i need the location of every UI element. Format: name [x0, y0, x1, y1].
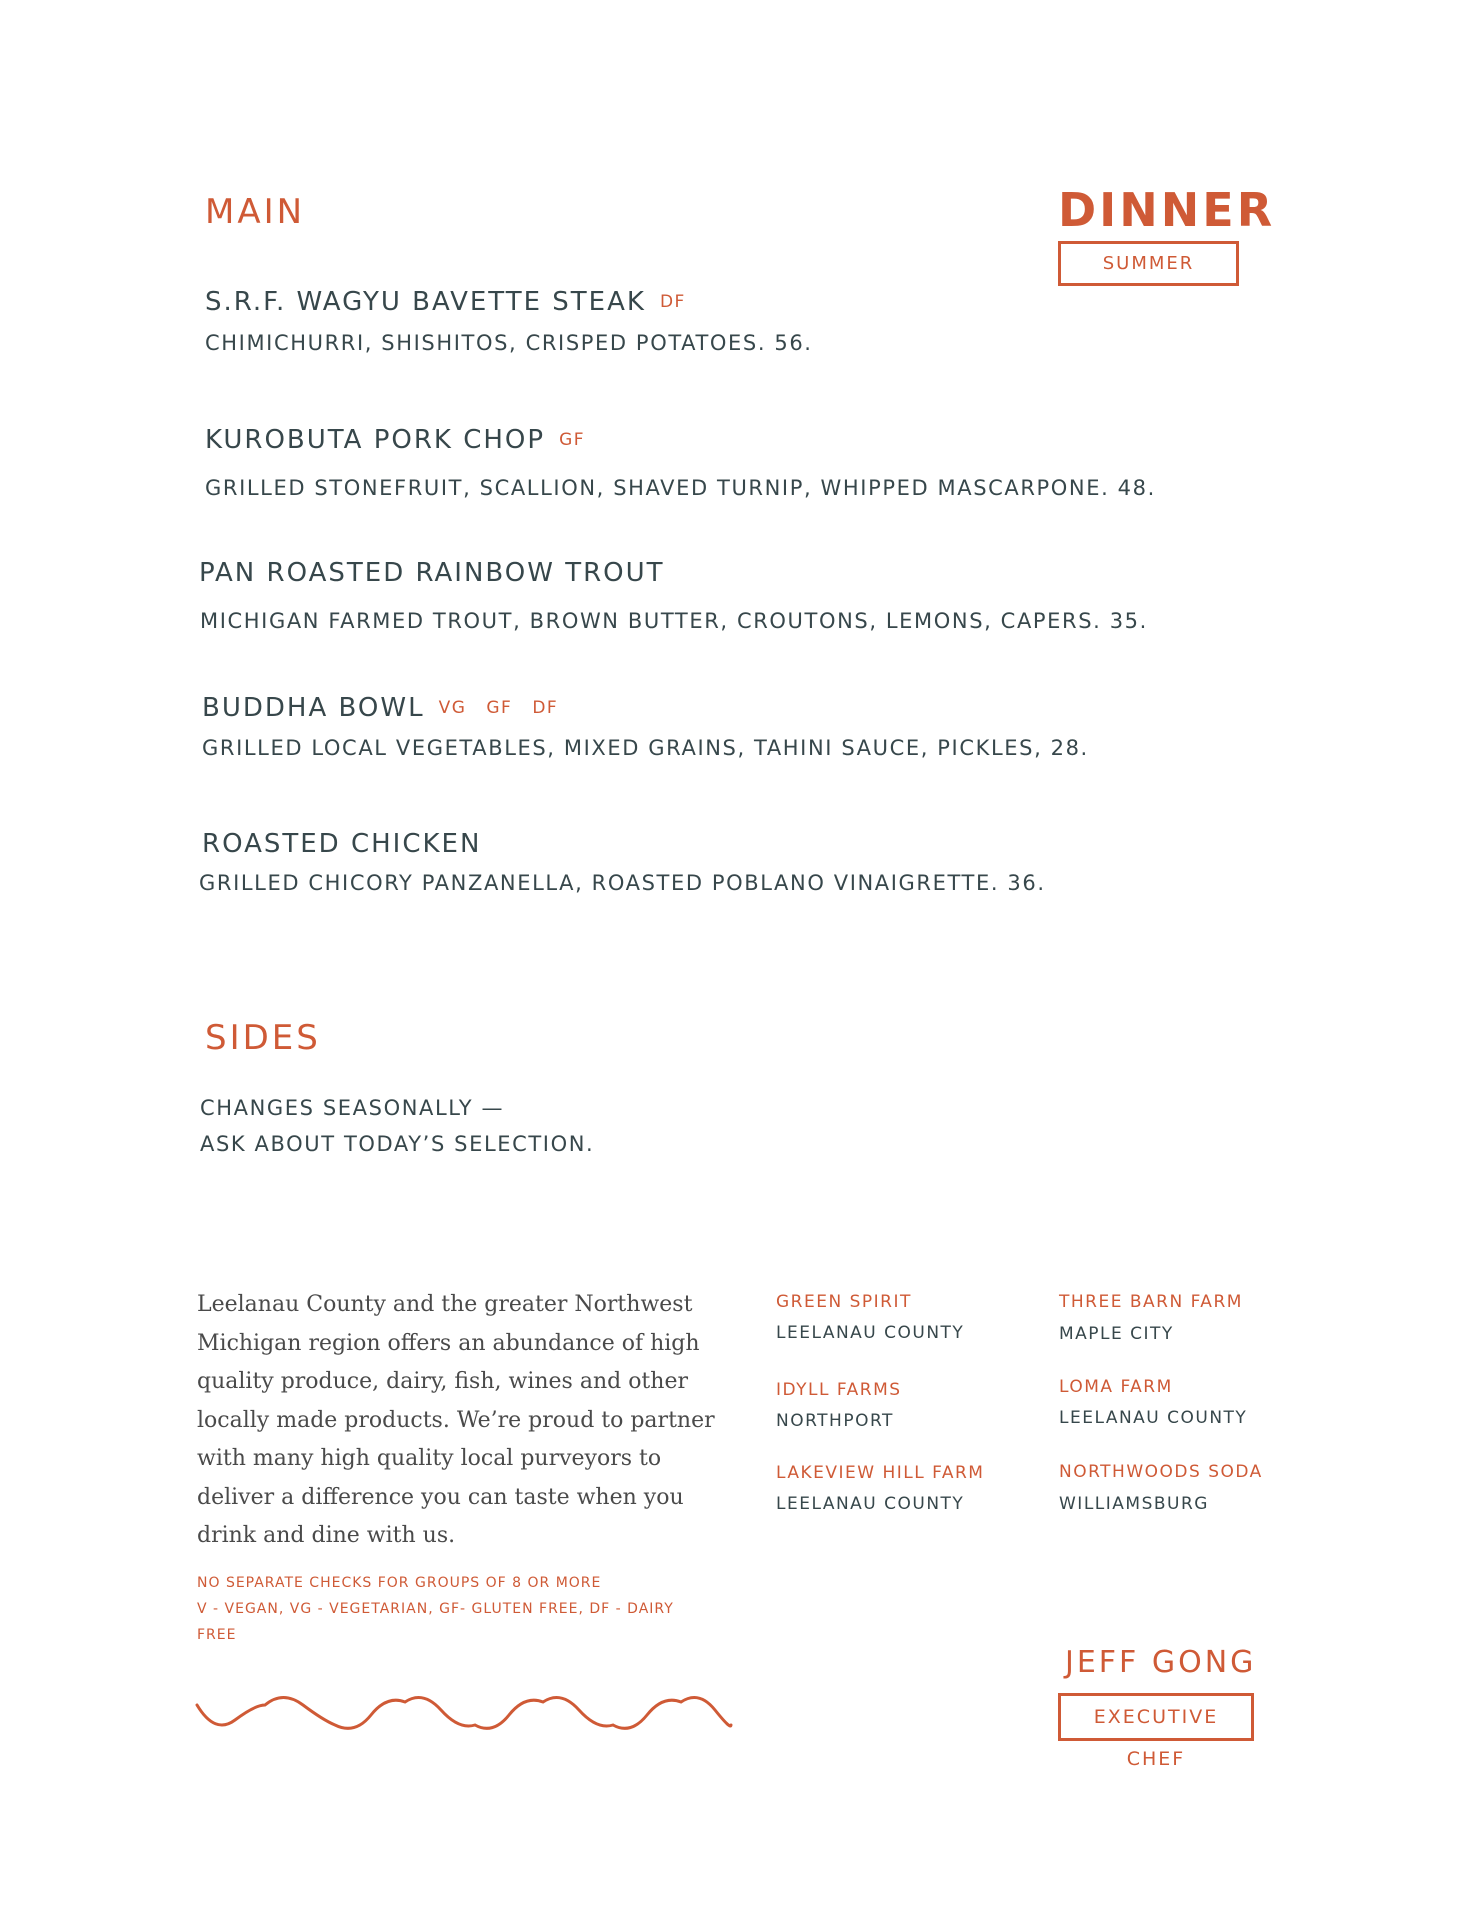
- purveyor-name: IDYLL FARMS: [776, 1380, 902, 1400]
- sourcing-blurb: Leelanau County and the greater Northwest Michigan region offers an abundance of high quality produce, dairy, fish, wines and other locally made products. We’re proud to partner with many high quality local purveyors to deliver a difference you can taste when you drink and dine with us.: [197, 1292, 715, 1548]
- group-checks-note: NO SEPARATE CHECKS FOR GROUPS OF 8 OR MORE: [197, 1575, 602, 1591]
- wave-divider: [195, 1690, 735, 1740]
- dish-name: S.R.F. WAGYU BAVETTE STEAK: [205, 287, 646, 317]
- purveyor-name: THREE BARN FARM: [1059, 1292, 1243, 1312]
- menu-notes: [197, 1570, 697, 1648]
- dish-item: [202, 829, 481, 859]
- dish-name: PAN ROASTED RAINBOW TROUT: [199, 558, 665, 588]
- dish-description: GRILLED LOCAL VEGETABLES, MIXED GRAINS, TAHINI SAUCE, PICKLES, 28.: [202, 736, 1089, 760]
- chef-name: JEFF GONG: [1065, 1645, 1257, 1680]
- dish-name: ROASTED CHICKEN: [202, 829, 482, 859]
- dish-tag: VG: [438, 698, 467, 718]
- dish-item: [205, 425, 585, 455]
- dish-description: GRILLED STONEFRUIT, SCALLION, SHAVED TURNIP, WHIPPED MASCARPONE. 48.: [205, 476, 1156, 500]
- purveyor-location: WILLIAMSBURG: [1059, 1494, 1209, 1514]
- dish-item: [199, 558, 665, 588]
- dish-tag: GF: [559, 430, 586, 450]
- purveyor-name: LAKEVIEW HILL FARM: [776, 1463, 985, 1483]
- purveyor-location: NORTHPORT: [776, 1411, 894, 1431]
- sides-section-title: SIDES: [205, 1018, 321, 1058]
- dish-item: [205, 287, 686, 317]
- sides-line: CHANGES SEASONALLY —: [200, 1096, 505, 1120]
- dish-description: GRILLED CHICORY PANZANELLA, ROASTED POBLANO VINAIGRETTE. 36.: [199, 871, 1046, 895]
- main-section-title: MAIN: [205, 192, 306, 232]
- purveyor-location: LEELANAU COUNTY: [776, 1323, 965, 1343]
- dish-tag: GF: [486, 698, 513, 718]
- dish-name: BUDDHA BOWL: [202, 693, 425, 723]
- purveyor-location: MAPLE CITY: [1059, 1324, 1174, 1344]
- chef-title-badge: [1058, 1693, 1254, 1770]
- dish-description: CHIMICHURRI, SHISHITOS, CRISPED POTATOES. 56.: [205, 331, 813, 355]
- purveyor-location: LEELANAU COUNTY: [776, 1494, 965, 1514]
- dish-tag: DF: [659, 292, 686, 312]
- purveyor-name: NORTHWOODS SODA: [1059, 1462, 1263, 1482]
- dish-tag: DF: [532, 698, 559, 718]
- purveyor-location: LEELANAU COUNTY: [1059, 1408, 1248, 1428]
- purveyor-name: GREEN SPIRIT: [776, 1292, 912, 1312]
- dish-name: KUROBUTA PORK CHOP: [205, 425, 546, 455]
- dietary-legend: V - VEGAN, VG - VEGETARIAN, GF- GLUTEN FREE, DF - DAIRY FREE: [197, 1601, 674, 1643]
- sides-line: ASK ABOUT TODAY’S SELECTION.: [200, 1132, 595, 1156]
- dinner-title: DINNER: [1058, 183, 1276, 237]
- season-badge: [1058, 241, 1239, 286]
- dish-item: [202, 693, 558, 723]
- dish-description: MICHIGAN FARMED TROUT, BROWN BUTTER, CROUTONS, LEMONS, CAPERS. 35.: [200, 609, 1148, 633]
- chef-title: EXECUTIVE CHEF: [1093, 1706, 1219, 1770]
- season-label: SUMMER: [1102, 253, 1195, 274]
- purveyor-name: LOMA FARM: [1059, 1377, 1173, 1397]
